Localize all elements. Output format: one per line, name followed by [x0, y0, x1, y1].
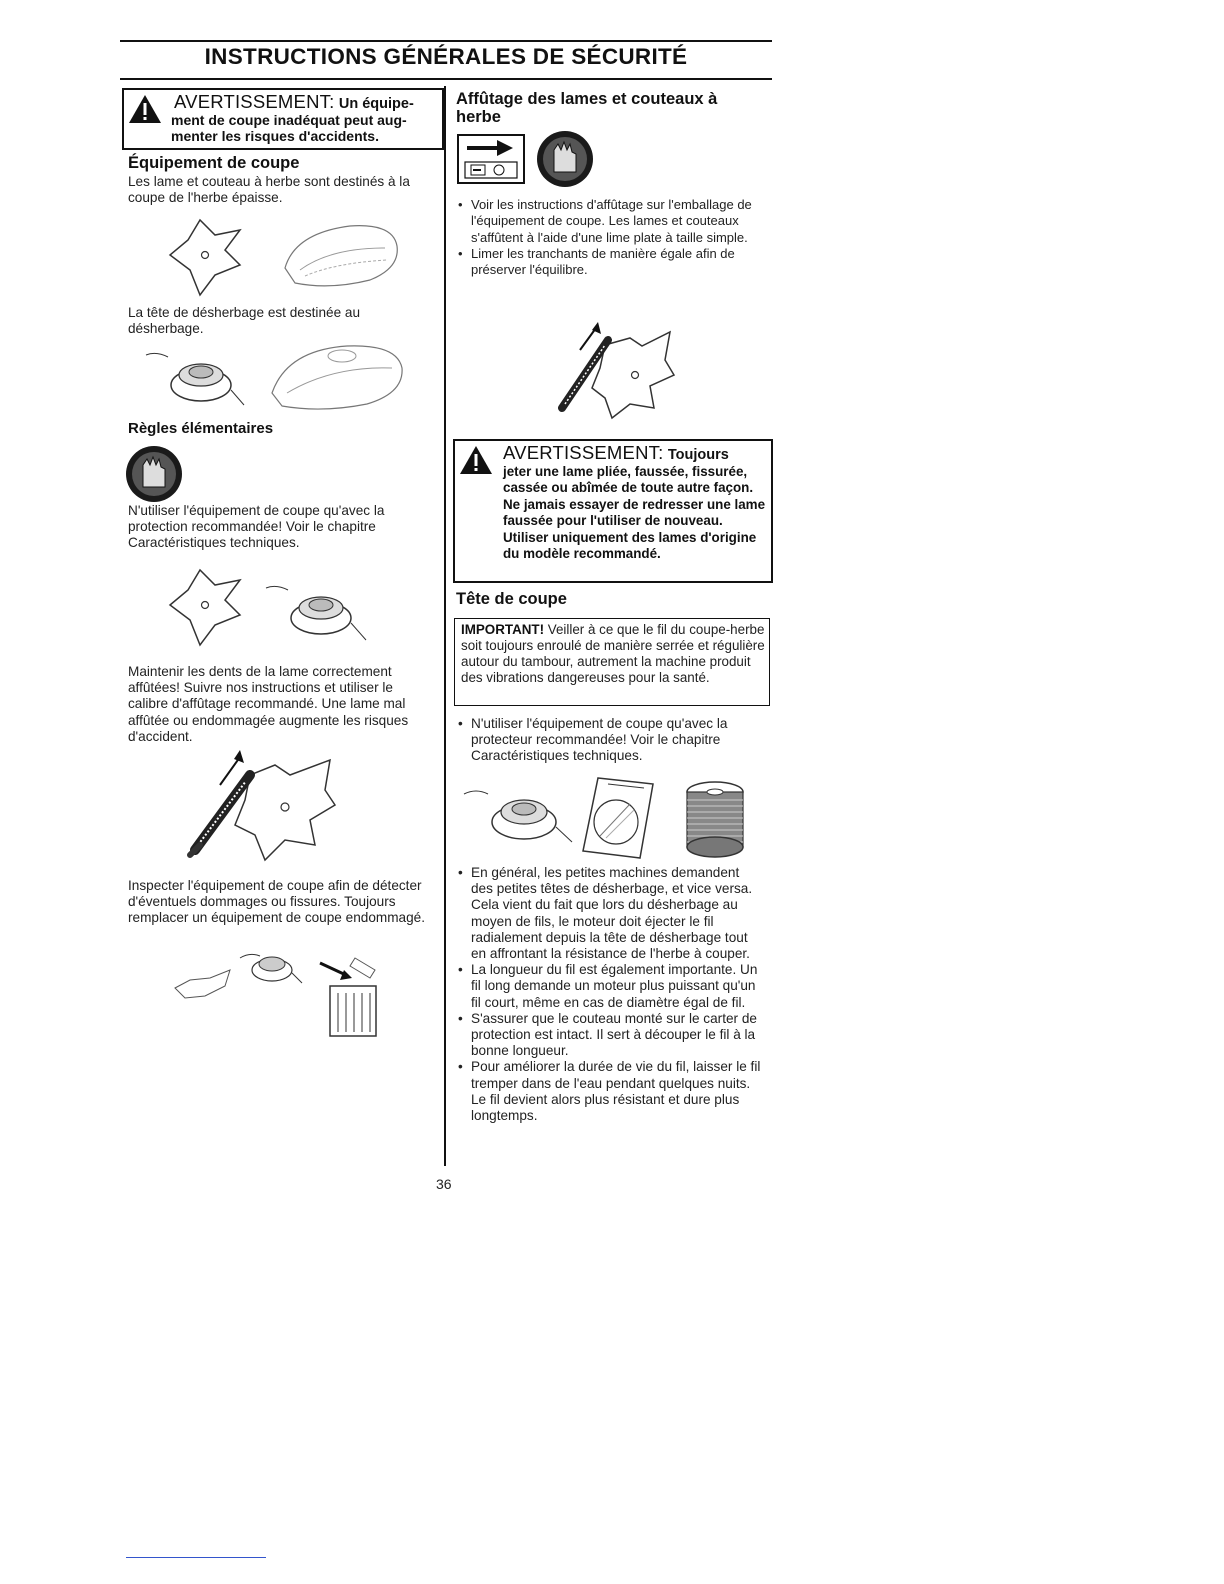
tete-bullet-list-1: [456, 716, 761, 765]
list-item: • N'utiliser l'équipement de coupe qu'avec la protecteur recommandée! Voir le chapitre Caractéristiques techniques.: [456, 716, 761, 765]
line-spool-illustration: [684, 780, 746, 860]
list-item: • La longueur du fil est également importante. Un fil long demande un moteur plus puissant qu'un fil court, même en cas de diamètre égal de fil.: [456, 962, 761, 1011]
regles-text-3: Inspecter l'équipement de coupe afin de détecter d'éventuels dommages ou fissures. Toujours remplacer un équipement de coupe endommagé.: [128, 878, 425, 926]
trimmer-head-illustration: [464, 782, 584, 852]
trimmer-head-illustration: [146, 345, 256, 415]
title-underline: [120, 78, 772, 80]
warning-box-equipment: [122, 88, 444, 150]
trimmer-head-illustration: [266, 578, 376, 648]
equipement-text: Les lame et couteau à herbe sont destinés à la coupe de l'herbe épaisse.: [128, 174, 410, 206]
guard-illustration: [262, 338, 412, 418]
sharpening-instructions-icon: [457, 134, 527, 186]
top-rule: [120, 40, 772, 42]
warning-lead: Un équipe-: [338, 96, 414, 112]
important-text: Veiller à ce que le fil du coupe-herbe soit toujours enroulé de manière serrée et régulière autour du tambour, autrement la machine produit des vibrations dangereuses pour la santé.: [461, 622, 765, 686]
warning-line: menter les risques d'accidents.: [171, 128, 379, 144]
regles-text-2: Maintenir les dents de la lame correctement affûtées! Suivre nos instructions et utiliser le calibre d'affûtage recommandé. Une lame mal affûtée ou endommagée augmente les risques d'accident.: [128, 664, 409, 744]
page-number: 36: [436, 1176, 452, 1192]
warning-lead: Toujours: [667, 447, 729, 463]
section-heading-tete: Tête de coupe: [456, 590, 567, 608]
list-item: • Voir les instructions d'affûtage sur l'emballage de l'équipement de coupe. Les lames et couteaux s'affûtent à l'aide d'une lime plate à taille simple.: [456, 197, 756, 246]
warning-box-blade: [453, 439, 773, 583]
list-item: • Pour améliorer la durée de vie du fil, laisser le fil tremper dans de l'eau pendant quelques nuits. Le fil devient alors plus résistant et dure plus longtemps.: [456, 1059, 761, 1124]
gloves-icon: [536, 130, 594, 188]
page-title: INSTRUCTIONS GÉNÉRALES DE SÉCURITÉ: [204, 44, 688, 69]
important-box: [454, 618, 770, 706]
list-item: • S'assurer que le couteau monté sur le carter de protection est intact. Il sert à découper le fil à la bonne longueur.: [456, 1011, 761, 1060]
warning-triangle-icon: [128, 94, 162, 124]
file-sharpening-illustration: [180, 745, 340, 865]
desherbage-text: La tête de désherbage est destinée au désherbage.: [128, 305, 361, 337]
list-item: • Limer les tranchants de manière égale afin de préserver l'équilibre.: [456, 246, 756, 279]
line-package-illustration: [578, 776, 658, 861]
affutage-bullet-list: [456, 197, 756, 278]
warning-triangle-icon: [459, 445, 493, 475]
warning-label: AVERTISSEMENT:: [503, 442, 664, 463]
section-heading-regles: Règles élémentaires: [128, 420, 274, 437]
important-label: IMPORTANT!: [461, 622, 545, 637]
gloves-icon: [125, 445, 183, 503]
warning-body: jeter une lame pliée, faussée, fissurée, cassée ou abîmée de toute autre façon. Ne jamais essayer de redresser une lame faussée pour l'utiliser de nouveau. Utiliser uniquement des lames d'origine du modèle recommandé.: [503, 464, 766, 562]
discard-damaged-equipment-illustration: [170, 948, 385, 1038]
regles-text-1: N'utiliser l'équipement de coupe qu'avec la protection recommandée! Voir le chapitre Caractéristiques techniques.: [128, 503, 385, 551]
file-sharpening-illustration: [550, 320, 680, 420]
section-heading-equipement: Équipement de coupe: [128, 154, 300, 172]
warning-label: AVERTISSEMENT:: [174, 91, 335, 112]
guard-illustration: [275, 218, 415, 293]
column-divider: [444, 86, 446, 1166]
section-heading-affutage: Affûtage des lames et couteaux à herbe: [456, 90, 718, 126]
blade-illustration: [160, 560, 260, 655]
list-item: • En général, les petites machines demandent des petites têtes de désherbage, et vice versa. Cela vient du fait que lors du désherbage au moyen de fils, le moteur doit éjecter le fil radialement depuis la tête de désherbage tout en affrontant la résistance de l'herbe à couper.: [456, 865, 761, 962]
tete-bullet-list-2: [456, 865, 761, 1124]
footer-link-line: [126, 1557, 266, 1558]
warning-line: ment de coupe inadéquat peut aug-: [171, 112, 407, 128]
